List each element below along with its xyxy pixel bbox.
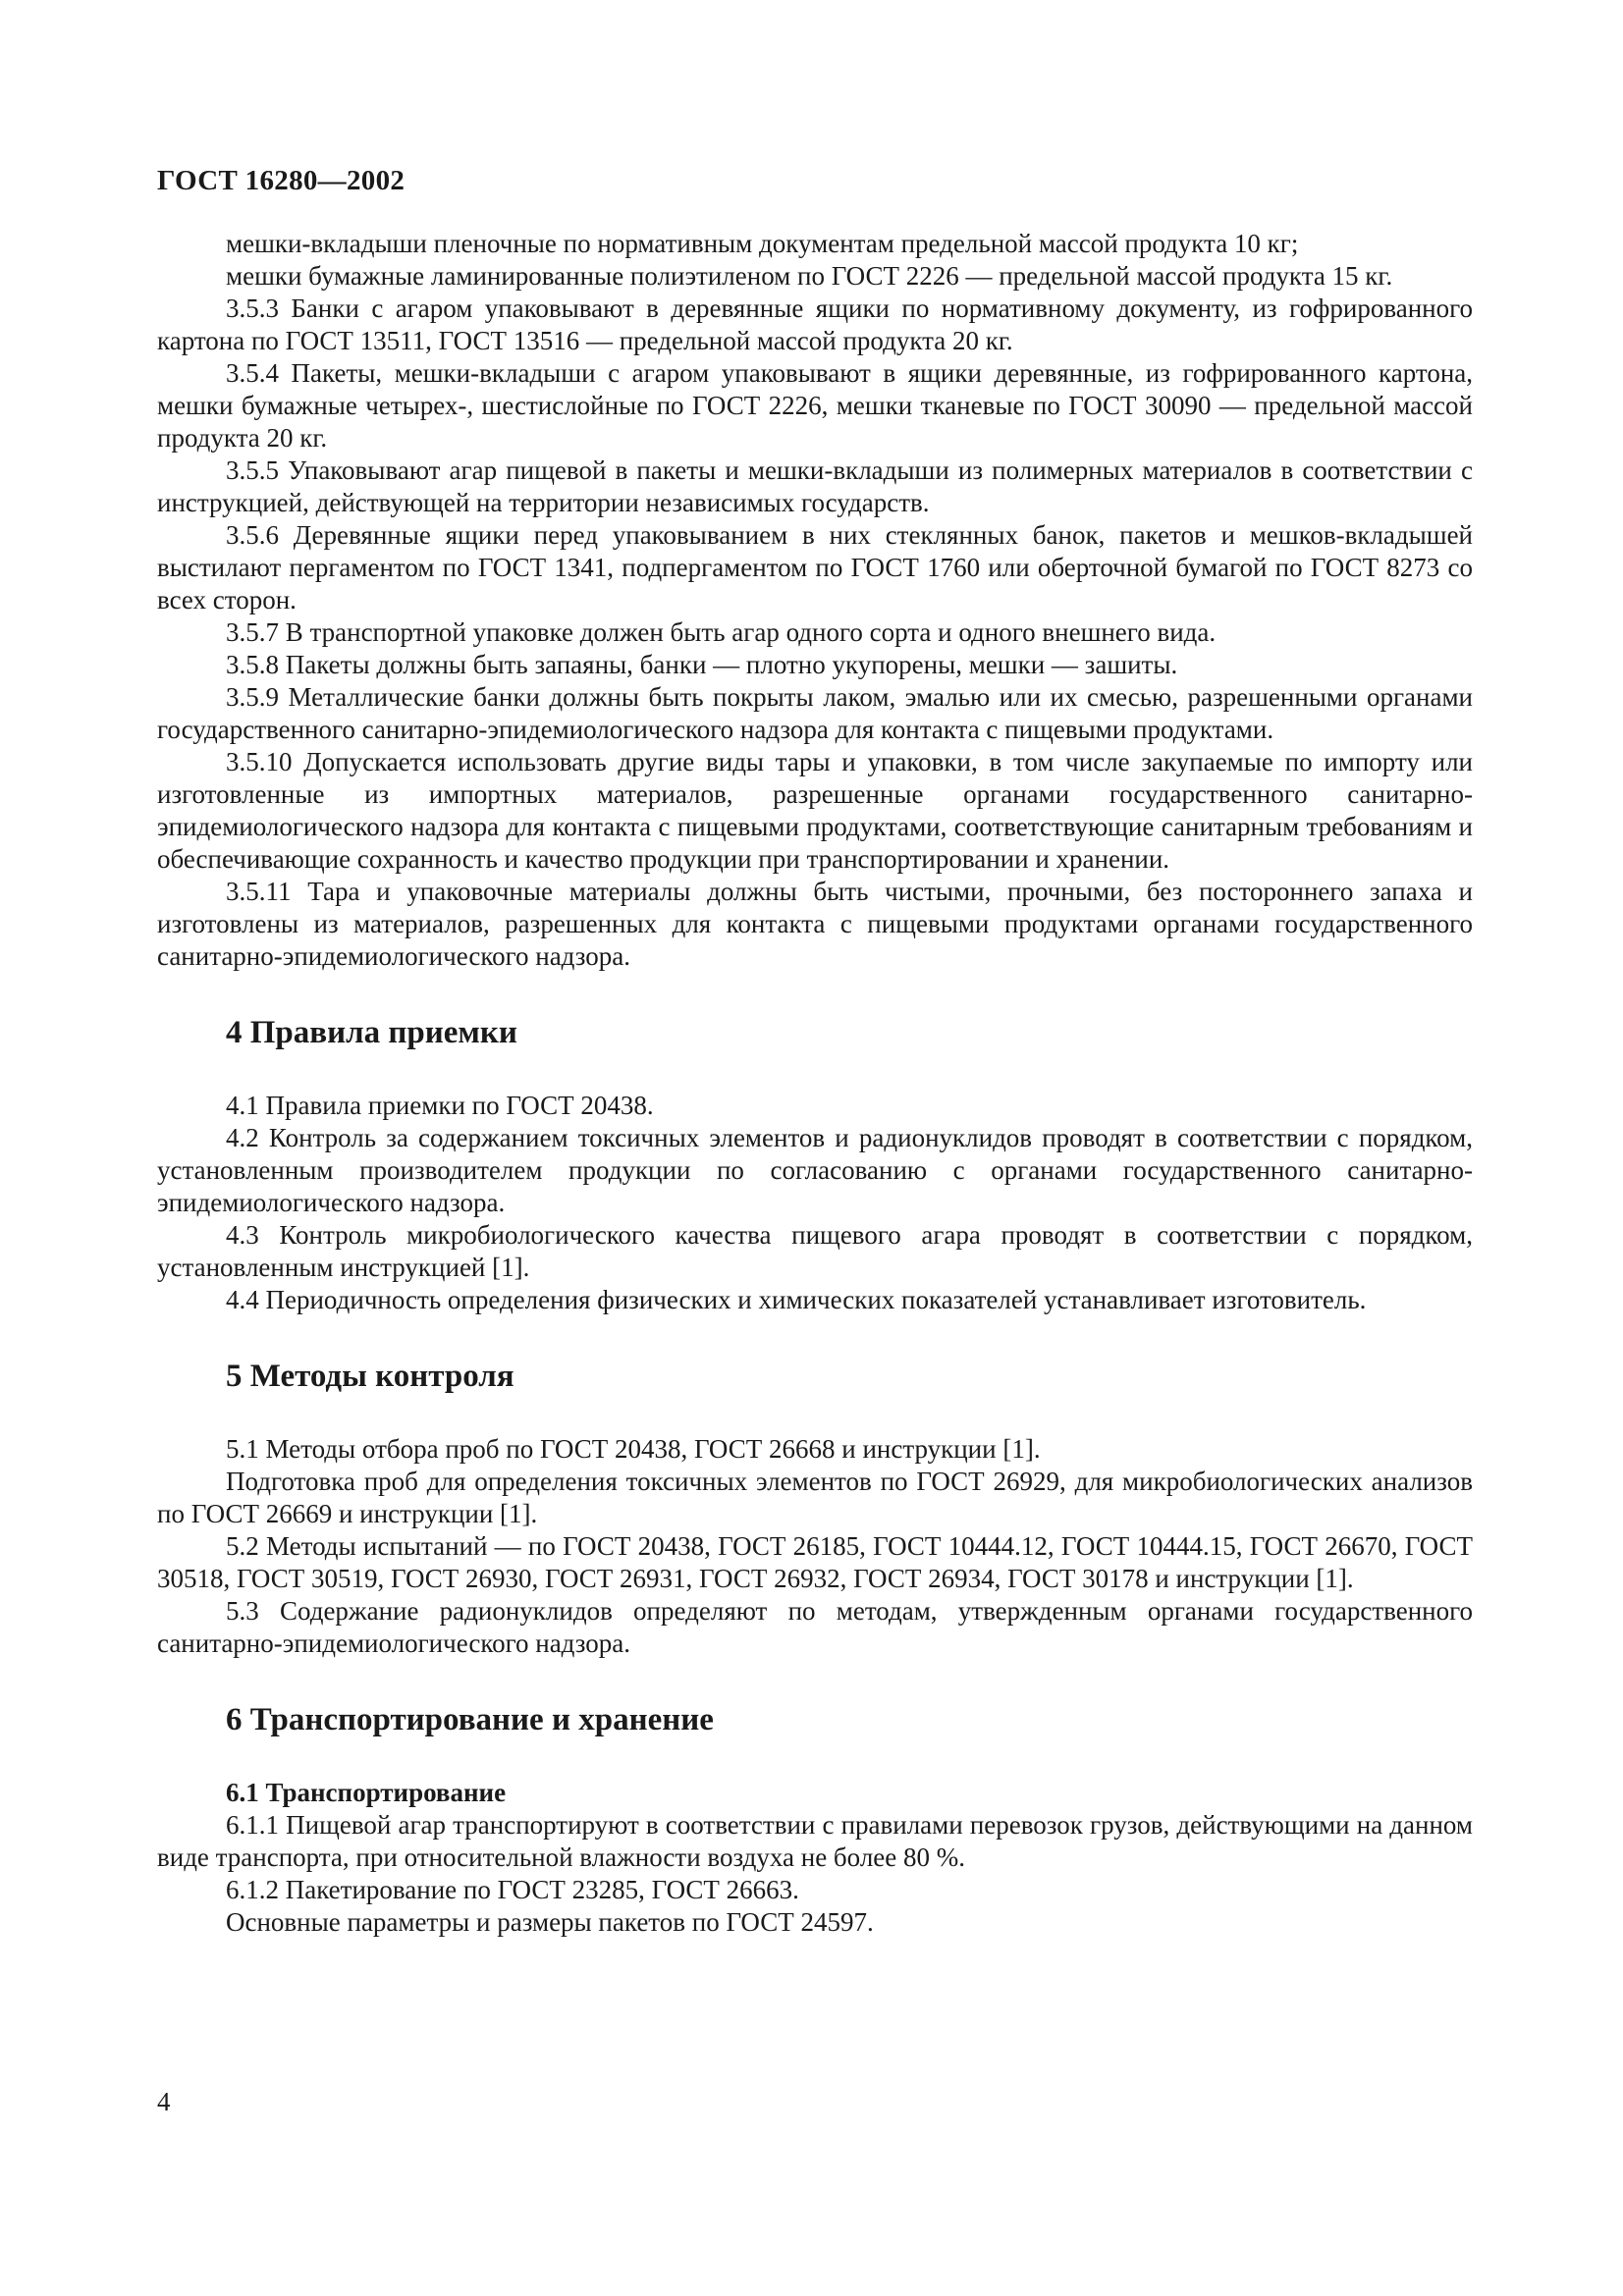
section-heading-4: 4 Правила приемки (226, 1015, 517, 1050)
paragraph: 3.5.8 Пакеты должны быть запаяны, банки — плотно укупорены, мешки — зашиты. (226, 650, 1178, 679)
paragraph: 3.5.3 Банки с агаром упаковывают в деревянные ящики по нормативному документу, из гофрированного картона по ГОСТ 13511, ГОСТ 13516 — предельной массой продукта 20 кг. (157, 294, 1473, 355)
paragraph: мешки бумажные ламинированные полиэтиленом по ГОСТ 2226 — предельной массой продукта 15 кг. (226, 261, 1393, 291)
paragraph: 3.5.5 Упаковывают агар пищевой в пакеты и мешки-вкладыши из полимерных материалов в соответствии с инструкцией, действующей на территории независимых государств. (157, 455, 1473, 517)
paragraph: 5.1 Методы отбора проб по ГОСТ 20438, ГОСТ 26668 и инструкции [1]. (226, 1434, 1041, 1464)
paragraph: 6.1.2 Пакетирование по ГОСТ 23285, ГОСТ 26663. (226, 1875, 799, 1904)
paragraph: мешки-вкладыши пленочные по нормативным документам предельной массой продукта 10 кг; (226, 229, 1299, 258)
subsection-heading-6-1: 6.1 Транспортирование (226, 1778, 507, 1807)
paragraph: 4.1 Правила приемки по ГОСТ 20438. (226, 1091, 654, 1120)
paragraph: 3.5.10 Допускается использовать другие виды тары и упаковки, в том числе закупаемые по импорту или изготовленные из импортных материалов, разрешенные органами государственного санитарно-эпидемиологического надзора для контакта с пищевыми продуктами, соответствующие санитарным требованиям и обеспечивающие сохранность и качество продукции при транспортировании и хранении. (157, 747, 1473, 874)
paragraph: 4.3 Контроль микробиологического качества пищевого агара проводят в соответствии с порядком, установленным инструкцией [1]. (157, 1220, 1473, 1282)
paragraph: 5.3 Содержание радионуклидов определяют по методам, утвержденным органами государственного санитарно-эпидемиологического надзора. (157, 1596, 1473, 1658)
paragraph: 4.2 Контроль за содержанием токсичных элементов и радионуклидов проводят в соответствии с порядком, установленным производителем продукции по согласованию с органами государственного санитарно-эпидемиологического надзора. (157, 1123, 1473, 1217)
paragraph: 3.5.11 Тара и упаковочные материалы должны быть чистыми, прочными, без постороннего запаха и изготовлены из материалов, разрешенных для контакта с пищевыми продуктами органами государственного санитарно-эпидемиологического надзора. (157, 877, 1473, 971)
paragraph: 3.5.6 Деревянные ящики перед упаковыванием в них стеклянных банок, пакетов и мешков-вкладышей выстилают пергаментом по ГОСТ 1341, подпергаментом по ГОСТ 1760 или оберточной бумагой по ГОСТ 8273 со всех сторон. (157, 520, 1473, 614)
paragraph: Основные параметры и размеры пакетов по ГОСТ 24597. (226, 1907, 874, 1937)
paragraph: 5.2 Методы испытаний — по ГОСТ 20438, ГОСТ 26185, ГОСТ 10444.12, ГОСТ 10444.15, ГОСТ 26670, ГОСТ 30518, ГОСТ 30519, ГОСТ 26930, ГОСТ 26931, ГОСТ 26932, ГОСТ 26934, ГОСТ 30178 и инструкции [1]. (157, 1531, 1473, 1593)
section-heading-5: 5 Методы контроля (226, 1359, 514, 1394)
paragraph: Подготовка проб для определения токсичных элементов по ГОСТ 26929, для микробиологических анализов по ГОСТ 26669 и инструкции [1]. (157, 1467, 1473, 1528)
document-body (157, 228, 1473, 1939)
paragraph: 3.5.9 Металлические банки должны быть покрыты лаком, эмалью или их смесью, разрешенными органами государственного санитарно-эпидемиологического надзора для контакта с пищевыми продуктами. (157, 682, 1473, 744)
section-heading-6: 6 Транспортирование и хранение (226, 1702, 714, 1737)
page-number: 4 (157, 2087, 171, 2116)
paragraph: 3.5.7 В транспортной упаковке должен быть агар одного сорта и одного внешнего вида. (226, 617, 1217, 647)
paragraph: 6.1.1 Пищевой агар транспортируют в соответствии с правилами перевозок грузов, действующими на данном виде транспорта, при относительной влажности воздуха не более 80 %. (157, 1810, 1473, 1872)
document-header: ГОСТ 16280—2002 (157, 165, 406, 196)
paragraph: 4.4 Периодичность определения физических и химических показателей устанавливает изготовитель. (226, 1285, 1367, 1314)
paragraph: 3.5.4 Пакеты, мешки-вкладыши с агаром упаковывают в ящики деревянные, из гофрированного картона, мешки бумажные четырех-, шестислойные по ГОСТ 2226, мешки тканевые по ГОСТ 30090 — предельной массой продукта 20 кг. (157, 358, 1473, 453)
